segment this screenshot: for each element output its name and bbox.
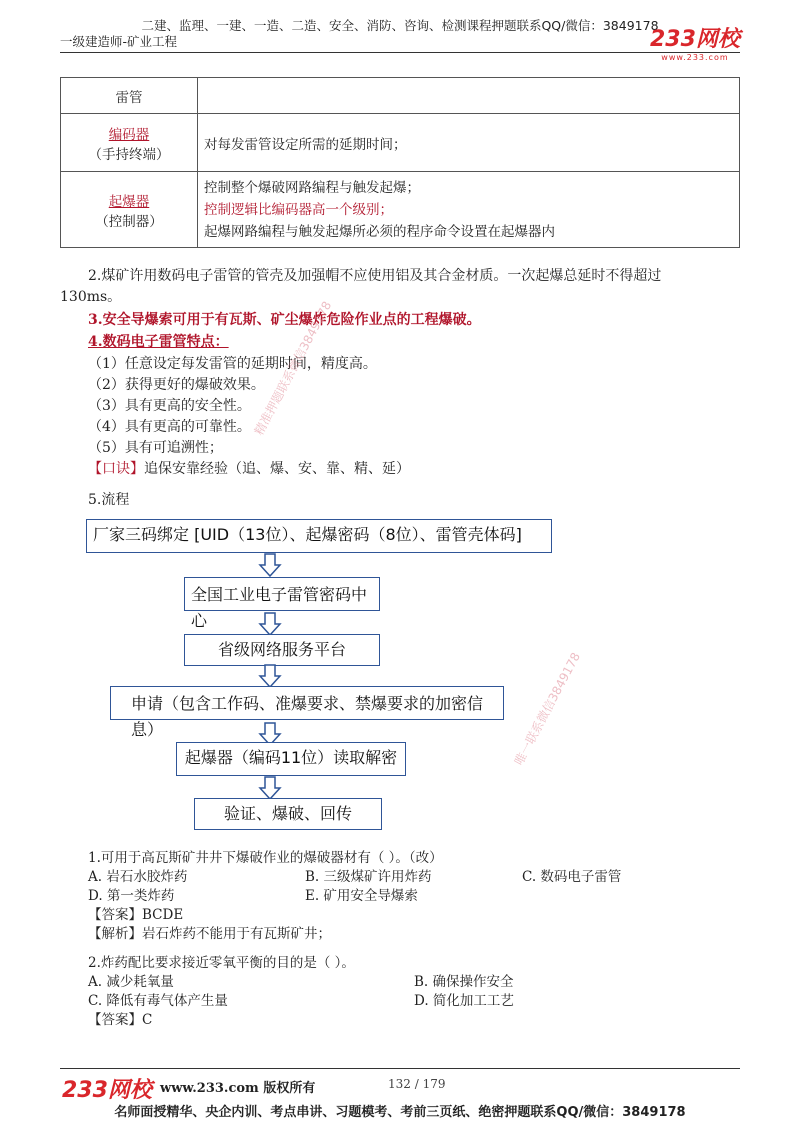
row-label-detonator: 雷管 (61, 78, 198, 114)
header-subject: 一级建造师-矿业工程 (60, 34, 178, 49)
table-row (61, 172, 740, 248)
flow-step-verify-blast: 验证、爆破、回传 (194, 798, 382, 830)
list-item: （2）获得更好的爆破效果。 (88, 377, 265, 393)
down-arrow-icon (258, 664, 282, 688)
feature-list (88, 354, 410, 480)
down-arrow-icon (258, 553, 282, 577)
list-item: （5）具有可追溯性； (88, 440, 223, 456)
footer-copyright: www.233.com 版权所有 (160, 1081, 316, 1096)
option: A. 减少耗氧量 (88, 974, 174, 990)
option: E. 矿用安全导爆索 (305, 888, 418, 904)
option: B. 确保操作安全 (414, 974, 514, 990)
row-label-encoder: 编码器 （手持终端） (61, 114, 198, 172)
row-content-empty (198, 78, 740, 114)
option: C. 数码电子雷管 (522, 869, 622, 885)
watermark: 唯一联系微信3849178 (511, 650, 584, 768)
flow-step-application: 申请（包含工作码、准爆要求、禁爆要求的加密信息） (110, 686, 504, 720)
point-4-title: 4.数码电子雷管特点： (88, 334, 229, 350)
option: C. 降低有毒气体产生量 (88, 993, 228, 1009)
question-1 (88, 849, 738, 944)
page-number: 132 / 179 (388, 1077, 446, 1091)
question-stem: 2.炸药配比要求接近零氧平衡的目的是（ ）。 (88, 955, 355, 971)
option: A. 岩石水胶炸药 (88, 869, 188, 885)
row-content-encoder (198, 114, 740, 172)
list-item: （1）任意设定每发雷管的延期时间，精度高。 (88, 356, 377, 372)
mnemonic: 【口诀】追保安靠经验（追、爆、安、靠、精、延） (88, 461, 410, 477)
flow-step-provincial-platform: 省级网络服务平台 (184, 634, 380, 666)
analysis: 【解析】岩石炸药不能用于有瓦斯矿井； (88, 926, 331, 942)
table-row (61, 114, 740, 172)
footer-logo: 233网校 (62, 1078, 152, 1103)
option: D. 第一类炸药 (88, 888, 175, 904)
footer-rule (60, 1068, 740, 1069)
watermark: 精准押题联系微信3849178 (251, 298, 335, 438)
answer: 【答案】BCDE (88, 907, 184, 923)
down-arrow-icon (258, 612, 282, 636)
answer: 【答案】C (88, 1012, 153, 1028)
row-label-exploder: 起爆器 （控制器） (61, 172, 198, 248)
list-item: （3）具有更高的安全性。 (88, 398, 251, 414)
flow-step-binding: 厂家三码绑定 [UID（13位）、起爆密码（8位）、雷管壳体码] (86, 519, 552, 553)
flow-step-national-center: 全国工业电子雷管密码中心 (184, 577, 380, 611)
list-item: （4）具有更高的可靠性。 (88, 419, 251, 435)
header-rule (60, 52, 740, 53)
header-top-line: 二建、监理、一建、一造、二造、安全、消防、咨询、检测课程押题联系QQ/微信：3849178 (141, 18, 659, 33)
detonator-table (60, 77, 740, 248)
question-2 (88, 954, 738, 1030)
point-5-title: 5.流程 (88, 492, 130, 508)
flow-step-exploder-decrypt: 起爆器（编码11位）读取解密 (176, 742, 406, 776)
question-stem: 1.可用于高瓦斯矿井井下爆破作业的爆破器材有（ ）。（改） (88, 850, 443, 866)
point-3: 3.安全导爆索可用于有瓦斯、矿尘爆炸危险作业点的工程爆破。 (88, 312, 481, 328)
footer-bottom-line: 名师面授精华、央企内训、考点串讲、习题模考、考前三页纸、绝密押题联系QQ/微信：3849178 (114, 1105, 686, 1120)
row-content-exploder: 控制整个爆破网路编程与触发起爆； 控制逻辑比编码器高一个级别； 起爆网路编程与触发起爆所必须的程序命令设置在起爆器内 (198, 172, 740, 248)
option: B. 三级煤矿许用炸药 (305, 869, 432, 885)
table-row (61, 78, 740, 114)
encoder-desc: 对每发雷管设定所需的延期时间； (204, 136, 407, 153)
point-2: 2.煤矿许用数码电子雷管的管壳及加强帽不应使用铝及其合金材质。一次起爆总延时不得超过130ms。 (60, 268, 662, 305)
down-arrow-icon (258, 776, 282, 800)
header-logo: 233网校 www.233.com (650, 27, 740, 62)
option: D. 简化加工工艺 (414, 993, 514, 1009)
